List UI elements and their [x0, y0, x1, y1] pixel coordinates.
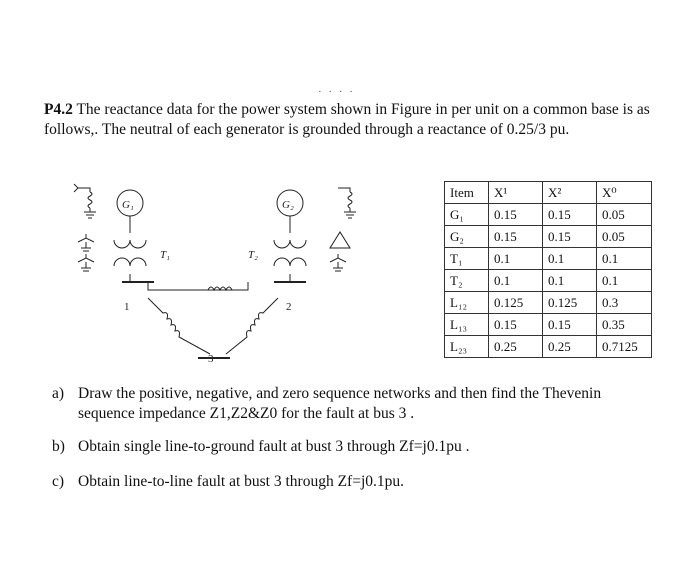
table-cell: L₁₃	[445, 314, 489, 336]
t2-delta-icon	[330, 232, 350, 248]
bus-2-label: 2	[286, 301, 292, 313]
table-row	[445, 204, 652, 226]
question-a-line1: Draw the positive, negative, and zero sequence networks and then find the Thevenin	[78, 385, 602, 402]
problem-number: P4.2	[44, 101, 73, 118]
question-a-line2: sequence impedance Z1,Z2&Z0 for the fault at bus 3 .	[78, 405, 415, 422]
table-cell: 0.1	[597, 248, 652, 270]
table-row	[445, 314, 652, 336]
reactance-table	[444, 181, 652, 358]
line-23	[226, 298, 278, 354]
table-cell: 0.1	[489, 248, 543, 270]
g2-neutral-ground-icon	[338, 188, 356, 218]
table-cell: 0.125	[543, 292, 597, 314]
table-cell: 0.05	[597, 204, 652, 226]
table-cell: 0.1	[543, 248, 597, 270]
t1-wye-ground-icon	[78, 234, 94, 271]
table-cell: 0.25	[489, 336, 543, 358]
transformer-t1-symbol	[114, 240, 146, 266]
generator-g2-label: G₂	[282, 199, 294, 211]
question-c	[52, 472, 682, 492]
table-cell: L₂₃	[445, 336, 489, 358]
table-cell: 0.05	[597, 226, 652, 248]
transformer-t2-symbol	[274, 240, 306, 266]
problem-statement	[44, 100, 674, 140]
table-cell: T₁	[445, 248, 489, 270]
table-cell: 0.35	[597, 314, 652, 336]
table-cell: G₁	[445, 204, 489, 226]
question-c-label: c)	[52, 473, 65, 490]
table-cell: 0.1	[597, 270, 652, 292]
table-row	[445, 248, 652, 270]
table-cell: 0.15	[489, 204, 543, 226]
table-cell: 0.3	[597, 292, 652, 314]
transformer-t1-label: T₁	[160, 249, 170, 261]
table-cell: T₂	[445, 270, 489, 292]
table-row	[445, 226, 652, 248]
table-cell: 0.15	[489, 314, 543, 336]
transformer-t2-label: T₂	[248, 249, 258, 261]
table-header-row	[445, 182, 652, 204]
table-cell: 0.15	[489, 226, 543, 248]
line-13	[148, 298, 210, 354]
table-cell: 0.1	[543, 270, 597, 292]
line-12	[148, 282, 248, 290]
table-cell: 0.1	[489, 270, 543, 292]
bus-3-label: 3	[208, 353, 214, 365]
table-cell: 0.15	[543, 226, 597, 248]
table-cell: 0.7125	[597, 336, 652, 358]
table-header-cell: X¹	[489, 182, 543, 204]
question-a-label: a)	[52, 385, 65, 402]
table-cell: 0.125	[489, 292, 543, 314]
table-cell: G₂	[445, 226, 489, 248]
question-a	[52, 384, 682, 424]
question-b-text: Obtain single line-to-ground fault at bust 3 through Zf=j0.1pu .	[78, 438, 470, 455]
table-cell: 0.25	[543, 336, 597, 358]
table-cell: 0.15	[543, 204, 597, 226]
table-row	[445, 336, 652, 358]
table-header-cell: Item	[445, 182, 489, 204]
g1-neutral-ground-icon	[74, 184, 96, 218]
question-b-label: b)	[52, 438, 65, 455]
table-header-cell: X⁰	[597, 182, 652, 204]
question-c-text: Obtain line-to-line fault at bust 3 through Zf=j0.1pu.	[78, 473, 404, 490]
t2-wye-ground-icon	[330, 254, 346, 271]
question-b	[52, 437, 682, 457]
table-cell: L₁₂	[445, 292, 489, 314]
table-header-cell: X²	[543, 182, 597, 204]
header-dots: · · · ·	[318, 86, 355, 98]
generator-g1-label: G₁	[122, 199, 134, 211]
table-row	[445, 270, 652, 292]
power-system-diagram	[68, 178, 368, 378]
table-row	[445, 292, 652, 314]
problem-text: The reactance data for the power system shown in Figure in per unit on a common base is as follows,. The neutral of each generator is grounded through a reactance of 0.25/3 pu.	[44, 101, 650, 138]
bus-1-label: 1	[124, 301, 130, 313]
table-cell: 0.15	[543, 314, 597, 336]
